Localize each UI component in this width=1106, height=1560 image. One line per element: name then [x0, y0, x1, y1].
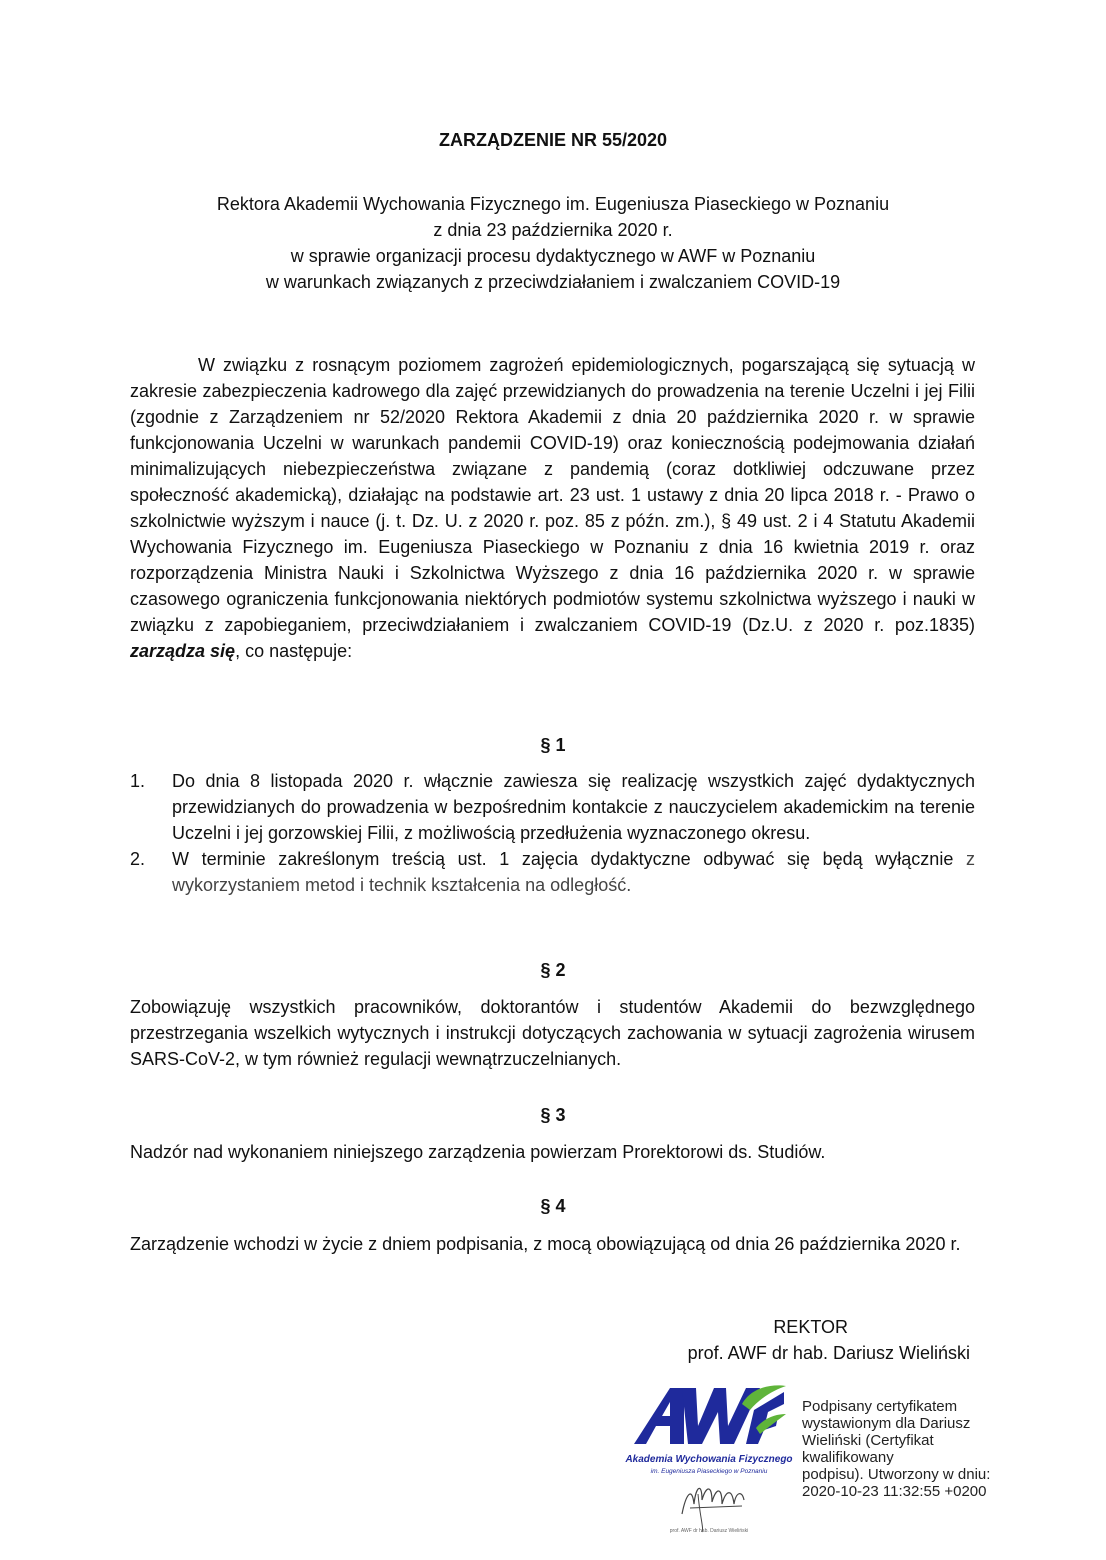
- logo-line-2: im. Eugeniusza Piaseckiego w Poznaniu: [650, 1468, 768, 1475]
- awf-logo: [624, 1382, 794, 1542]
- section-1-heading: § 1: [540, 735, 566, 755]
- subtitle-line: w warunkach związanych z przeciwdziałaniem i zwalczaniem COVID-19: [265, 272, 841, 292]
- section-1-list: [130, 768, 975, 898]
- list-item: [130, 846, 975, 898]
- section-3-text: Nadzór nad wykonaniem niniejszego zarządzenia powierzam Prorektorowi ds. Studiów.: [130, 1142, 826, 1162]
- document-title: ZARZĄDZENIE NR 55/2020: [438, 130, 668, 150]
- document-subtitle: [0, 191, 1106, 295]
- intro-text: W związku z rosnącym poziomem zagrożeń epidemiologicznych, pogarszającą się sytuacją w zakresie zabezpieczenia kadrowego dla zajęć przewidzianych do prowadzenia na terenie Uczelni i jej Filii (zgodnie z Zarządzeniem nr 52/2020 Rektora Akademii z dnia 20 października 2020 r. w sprawie funkcjonowania Uczelni w warunkach pandemii COVID-19) oraz koniecznością podejmowania działań minimalizujących niebezpieczeństwa związane z pandemią (coraz dotkliwiej odczuwane przez społeczność akademicką), działając na podstawie art. 23 ust. 1 ustawy z dnia 20 lipca 2018 r. - Prawo o szkolnictwie wyższym i nauce (j. t. Dz. U. z 2020 r. poz. 85 z późn. zm.), § 49 ust. 2 i 4 Statutu Akademii Wychowania Fizycznego im. Eugeniusza Piaseckiego w Poznaniu z dnia 16 kwietnia 2019 r. oraz rozporządzenia Ministra Nauki i Szkolnictwa Wyższego z dnia 16 października 2020 r. w sprawie czasowego ograniczenia funkcjonowania niektórych podmiotów systemu szkolnictwa wyższego i nauki w związku z zapobieganiem, przeciwdziałaniem i zwalczaniem COVID-19 (Dz.U. z 2020 r. poz.1835): [130, 355, 975, 635]
- certificate-line: podpisu). Utworzony w dniu:: [802, 1466, 991, 1483]
- list-item-text-gray: z wykorzystaniem metod i technik kształcenia na odległość.: [172, 849, 975, 895]
- intro-paragraph: [130, 352, 975, 664]
- list-item: [130, 768, 975, 846]
- certificate-line: Wieliński (Certyfikat: [802, 1432, 934, 1449]
- list-item-number: 2.: [130, 849, 146, 869]
- signature-role: REKTOR: [773, 1317, 848, 1337]
- intro-text-end: , co następuje:: [235, 641, 353, 661]
- certificate-line: wystawionym dla Dariusz: [802, 1415, 971, 1432]
- section-2-heading: § 2: [540, 960, 566, 980]
- certificate-line: Podpisany certyfikatem: [802, 1398, 958, 1415]
- signature-block: [640, 1314, 970, 1366]
- section-4-heading: § 4: [540, 1196, 566, 1216]
- section-2-text: Zobowiązuję wszystkich pracowników, doktorantów i studentów Akademii do bezwzględnego przestrzegania wszelkich wytycznych i instrukcji dotyczących zachowania w sytuacji zagrożenia wirusem SARS-CoV-2, w tym również regulacji wewnątrzuczelnianych.: [130, 997, 975, 1069]
- intro-emphasis: zarządza się: [130, 641, 236, 661]
- certificate-line: 2020-10-23 11:32:55 +0200: [802, 1483, 987, 1500]
- subtitle-line: w sprawie organizacji procesu dydaktycznego w AWF w Poznaniu: [290, 246, 816, 266]
- certificate-note: [802, 1398, 1042, 1500]
- list-item-text: W terminie zakreślonym treścią ust. 1 zajęcia dydaktyczne odbywać się będą wyłącznie: [172, 849, 954, 869]
- logo-line-1: Akademia Wychowania Fizycznego: [625, 1454, 793, 1465]
- section-3-heading: § 3: [540, 1105, 566, 1125]
- awf-logo-graphic: [624, 1382, 794, 1542]
- certificate-line: kwalifikowany: [802, 1449, 894, 1466]
- stamp-caption: prof. AWF dr hab. Dariusz Wieliński: [669, 1528, 749, 1534]
- subtitle-line: z dnia 23 października 2020 r.: [433, 220, 673, 240]
- section-4-text: Zarządzenie wchodzi w życie z dniem podpisania, z mocą obowiązującą od dnia 26 października 2020 r.: [130, 1234, 961, 1254]
- subtitle-line: Rektora Akademii Wychowania Fizycznego im. Eugeniusza Piaseckiego w Poznaniu: [216, 194, 890, 214]
- list-item-text: Do dnia 8 listopada 2020 r. włącznie zawiesza się realizację wszystkich zajęć dydaktycznych przewidzianych do prowadzenia w bezpośrednim kontakcie z nauczycielem akademickim na terenie Uczelni i jej gorzowskiej Filii, z możliwością przedłużenia wyznaczonego okresu.: [172, 771, 975, 843]
- signature-name: prof. AWF dr hab. Dariusz Wieliński: [687, 1343, 970, 1363]
- list-item-number: 1.: [130, 771, 146, 791]
